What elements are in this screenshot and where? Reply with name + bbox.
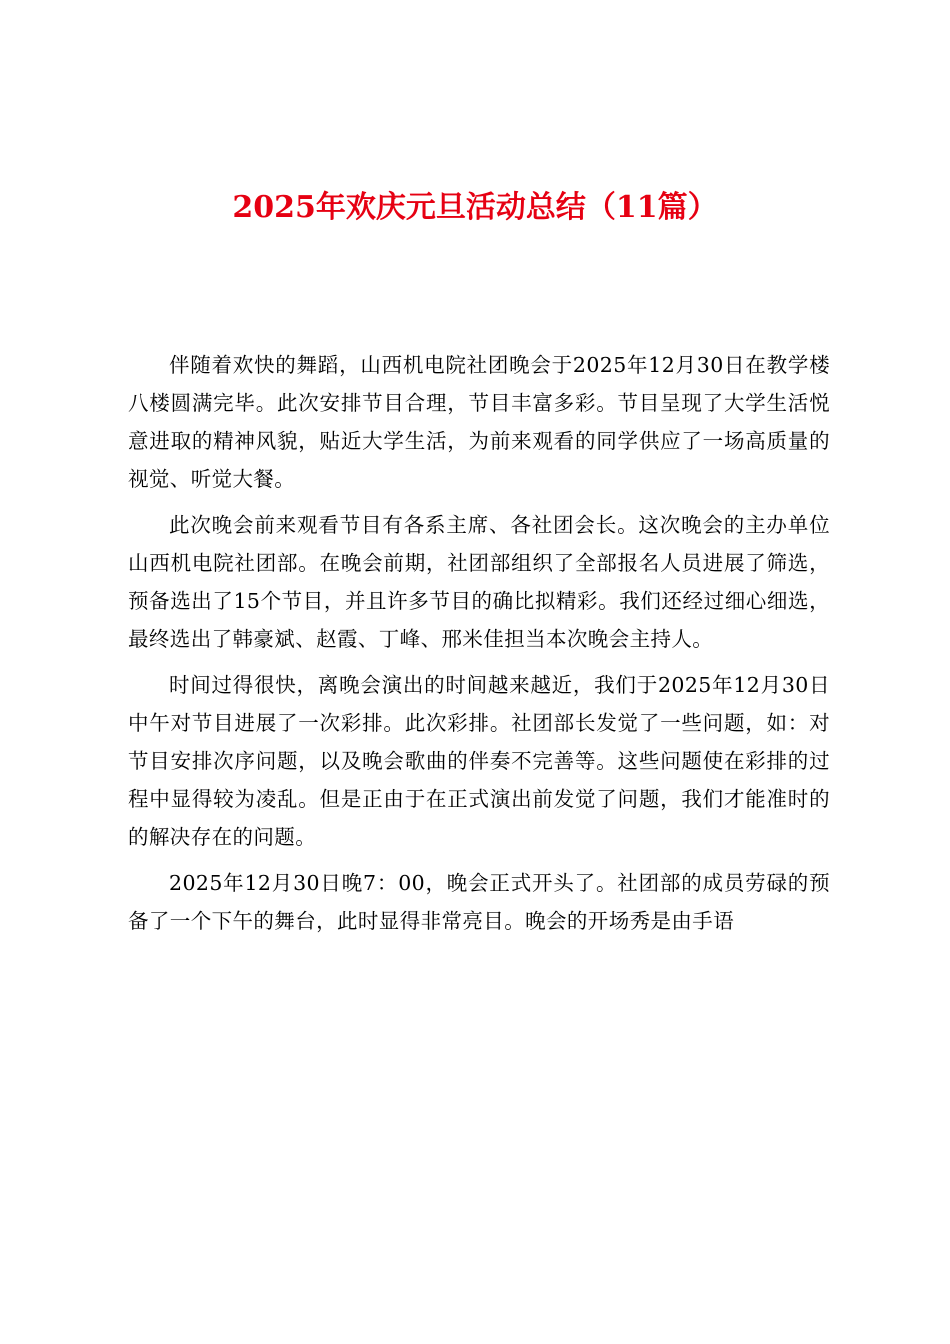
paragraph-3: 时间过得很快，离晚会演出的时间越来越近，我们于2025年12月30日中午对节目进展了一次彩排。此次彩排。社团部长发觉了一些问题，如：对节目安排次序问题，以及晚会歌曲的伴奏不完善等。这些问题使在彩排的过程中显得较为凌乱。但是正由于在正式演出前发觉了问题，我们才能准时的的解决存在的问题。: [128, 673, 830, 849]
document-title: 2025年欢庆元旦活动总结（11篇）: [232, 190, 718, 225]
paragraph-2: 此次晚会前来观看节目有各系主席、各社团会长。这次晚会的主办单位山西机电院社团部。在晚会前期，社团部组织了全部报名人员进展了筛选，预备选出了15个节目，并且许多节目的确比拟精彩。我们还经过细心细选，最终选出了韩豪斌、赵霞、丁峰、邢米佳担当本次晚会主持人。: [128, 513, 830, 651]
document-body: [128, 346, 830, 948]
paragraph-1: 伴随着欢快的舞蹈，山西机电院社团晚会于2025年12月30日在教学楼八楼圆满完毕。此次安排节目合理，节目丰富多彩。节目呈现了大学生活悦意进取的精神风貌，贴近大学生活，为前来观看的同学供应了一场高质量的视觉、听觉大餐。: [128, 353, 830, 491]
paragraph-4: 2025年12月30日晚7：00，晚会正式开头了。社团部的成员劳碌的预备了一个下午的舞台，此时显得非常亮目。晚会的开场秀是由手语: [128, 871, 830, 933]
